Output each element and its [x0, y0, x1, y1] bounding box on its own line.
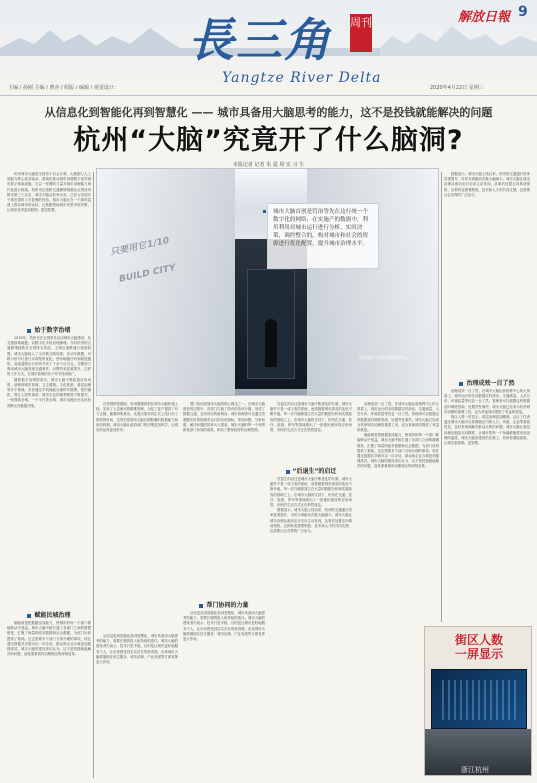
wall-lettering: 只要用它1/10	[111, 235, 170, 259]
paragraph: 从信息化到智能化再到智慧化，城市具备用大脑思考的能力，需要长期的投入和持续的迭代。城市大脑的建设者们表示，技术只是手段，目的是让城市更好地服务于人，让市民感受到实实在在的获得感。未来城市大脑将继续在民生服务、城市治理、产业发展等方面发挥更大作用。	[183, 611, 265, 642]
paragraph: 2016年，杭州市在全国率先启动城市大脑建设，从交通领域破题，以数字化手段治理拥堵。当时杭州的交通拥堵指数在全国排名居前，主城区道路通行速度较慢。城市大脑接入了全市数万路视频、浮动车数据，对路口信号灯进行实时配时优化，使车辆通行时间明显缩短，高架道路出行时间节省了十余个百分点。交警部门利用城市大脑发现交通事件，出警效率显著提升。这样的工作方式，在城市管理的各个环节得到推广。	[7, 336, 91, 377]
paragraph: 数据显示，城市大脑上线以来，杭州的交通通行效率显著提升，市民办事跑动次数大幅减少。城市大脑让城市治理从被动应对走向主动发现，从事后处置走向事前预防。这种转变需要制度、技术和人才的共同支撑，也需要社会各界的广泛参与。	[270, 508, 352, 534]
article-headline: 杭州“大脑”究竟开了什么脑洞?	[73, 125, 464, 156]
column-3	[183, 402, 265, 596]
paragraph: 后退生的启迁是城市大脑不断进化的写照。城市大脑并不是一成不变的系统，而是随着城市需求的变化不断升级。每一次升级都建立在大量的数据分析和实践检验的基础之上。在城市大脑的支持下，杭州在交通、医疗、旅游、停车等领域推出了一批便民惠民的应用场景，市民的生活方式正在悄然改变。	[270, 402, 352, 433]
inset-title: 街区人数 一屏显示	[454, 633, 503, 661]
page-number: 9	[518, 4, 528, 20]
paragraph: 帮门协同是城市大脑的核心理念之一。在城市大脑建设的过程中，各部门打破了原有的条块分割，形成了数据互通、业务协同的新格局。城市管理者可以通过驾驶舱实时掌握城市运行的各项指标，发现问题、分析问题、解决问题的效率大大提高。城市大脑的每一个场景都是部门协同的成果，体现了整体政府的治理思路。	[183, 402, 265, 433]
editor-credits: 主编 / 孙刚 主编 / 曹亦 / 组版 / 编辑 / 视觉设计：	[8, 85, 119, 91]
paragraph: 治理成效一目了然。在城市大脑运营指挥中心的大屏幕上，城市运行的各项数据实时滚动，交通流量、人员分布、环境质量等信息一目了然。管理者可以根据这些数据及时调度资源，处置突发事件。城市大脑已经成为杭州城市治理的重要工具，也为其他城市提供了有益的借鉴。	[444, 389, 530, 414]
inset-photo	[424, 626, 532, 776]
column-4-top	[270, 402, 352, 462]
section-title-3: 帮门协同的力量	[183, 600, 265, 609]
paragraph: 后退生的启迁是城市大脑不断进化的写照。城市大脑并不是一成不变的系统，而是随着城市需求的变化不断升级。每一次升级都建立在大量的数据分析和实践检验的基础之上。在城市大脑的支持下，杭州在交通、医疗、旅游、停车等领域推出了一批便民惠民的应用场景，市民的生活方式正在悄然改变。	[270, 477, 352, 508]
paragraph: 数据显示，城市大脑上线以来，杭州的交通通行效率显著提升，市民办事跑动次数大幅减少。城市大脑让城市治理从被动应对走向主动发现，从事后处置走向事前预防。这种转变需要制度、技术和人才的共同支撑，也需要社会各界的广泛参与。	[444, 172, 530, 197]
newspaper-logo: 解放日報	[458, 10, 511, 25]
photo-info-box: 城市大脑首创是管治等先在这行统一个数字化的网络，在实施产的数据中，利用利用对城市运行进行分析、实时决策，调控整合的，构对城市和社会的资源进行优化配置，提升城市治理水平。	[267, 203, 379, 269]
photo-wall-left	[97, 169, 235, 396]
column-2-end	[96, 634, 178, 779]
photo-person	[265, 319, 277, 367]
column-3-end	[183, 611, 265, 779]
inset-watermark: 浙江杭州	[461, 766, 489, 774]
column-4-body	[270, 477, 352, 779]
weekly-badge: 周刊	[350, 14, 372, 52]
section-title-1: 始于数字治堵	[7, 325, 91, 334]
section-title-2: 赋能民城治理	[7, 610, 91, 619]
inset-screen	[431, 669, 527, 729]
paragraph: 杭州城市大脑是全国首个以云计算、大数据与人工智能为核心技术驱动、系统化推动城市治理数字化的城市数字基础设施，它以一张网的力量对城市治理能力现代化进行探索。杭州市区道路交通拥堵指数从全国前列降至第三十余名，城市大脑从杭州出发，已经为全国多个城市提供了可复制的经验。城市大脑正在一个新的层面上推动城市的运转，让数据帮助城市来思考和决策，让城市变得更加聪明、更加智慧。	[7, 172, 91, 213]
paragraph: 随着数字治堵的成功，城市大脑不断拓展应用场景，延伸到城市管理、卫生健康、文化旅游、基层治理等多个领域。市民通过手机就能办理停车缴费、预约就医、景区入园等事项，城市生活的便利程度不断提升。一张图看全城，一个平台管全城，城市治理正在从经验判断走向数据决策。	[7, 377, 91, 408]
column-rule	[441, 172, 442, 622]
photo-caption: 杭州城市大脑运营指挥中心。	[359, 355, 411, 360]
column-1-intro	[7, 172, 91, 322]
article-byline: 本报记者 记者 朱 爱 周 实 习 生	[232, 162, 305, 168]
column-6-body	[444, 389, 530, 621]
column-1-end	[7, 621, 91, 779]
column-rule	[93, 172, 94, 778]
issue-date: 2020年4月22日 星期三	[430, 85, 484, 91]
wall-lettering: BUILD CITY	[119, 262, 176, 286]
section-title-4: “后退生”的启迁	[270, 466, 352, 475]
paragraph: 赋能就是把数据变成能力，使城市的每一个部门都能够从中受益。城市大脑中枢打通了各部门之间的数据壁垒，汇聚了海量的政务数据和社会数据，为部门协同提供了基础。过去需要多个部门分别办理的事项，现在通过数据共享就可以一次办结，群众和企业办事更加便捷高效。城市大脑的建设者们认为，这不是投钱就能解决的问题，而是需要城市治理理念的深刻变革。	[7, 621, 91, 657]
brand-title: 長三角	[188, 13, 332, 67]
paragraph: 在疫情防控期间，杭州健康码依托城市大脑快速上线，实现了人员流动的精准管理，为复工复产提供了有力支撑。健康码的推出，从提出需求到正式上线只用了很短的时间，这背后是城市大脑长期积累的数据能力和协同机制。城市大脑让政府部门的决策更加科学，让城市的运转更加有序。	[96, 402, 178, 433]
article-subheadline: 从信息化到智能化再到智慧化 —— 城市具备用大脑思考的能力，这不是投钱就能解决的问题	[44, 106, 493, 119]
column-2	[96, 402, 178, 630]
brand-subtitle: Yangtze River Delta	[222, 70, 382, 86]
masthead	[0, 0, 537, 96]
section-title-5: 治理成效一目了然	[444, 378, 530, 387]
paragraph: 街区人数一屏显示，基层治理更加精细。社区工作者通过城市大脑可以掌握辖区内的人口、房屋、企业等基础信息，及时发现和解决群众反映的问题。城市大脑让基层治理从粗放走向精准，让城市的每一个角落都能感受到治理的温度。城市大脑的建设仍在路上，杭州将继续探索，让城市更聪明、更智慧。	[444, 415, 530, 446]
paragraph: 治理成效一目了然。在城市大脑运营指挥中心的大屏幕上，城市运行的各项数据实时滚动，交通流量、人员分布、环境质量等信息一目了然。管理者可以根据这些数据及时调度资源，处置突发事件。城市大脑已经成为杭州城市治理的重要工具，也为其他城市提供了有益的借鉴。	[357, 402, 439, 433]
paragraph: 赋能就是把数据变成能力，使城市的每一个部门都能够从中受益。城市大脑中枢打通了各部门之间的数据壁垒，汇聚了海量的政务数据和社会数据，为部门协同提供了基础。过去需要多个部门分别办理的事项，现在通过数据共享就可以一次办结，群众和企业办事更加便捷高效。城市大脑的建设者们认为，这不是投钱就能解决的问题，而是需要城市治理理念的深刻变革。	[357, 433, 439, 469]
column-1-body	[7, 336, 91, 606]
feature-photo	[96, 168, 439, 396]
column-6-top	[444, 172, 530, 372]
paragraph: 从信息化到智能化再到智慧化，城市具备用大脑思考的能力，需要长期的投入和持续的迭代。城市大脑的建设者们表示，技术只是手段，目的是让城市更好地服务于人，让市民感受到实实在在的获得感。未来城市大脑将继续在民生服务、城市治理、产业发展等方面发挥更大作用。	[96, 634, 178, 665]
